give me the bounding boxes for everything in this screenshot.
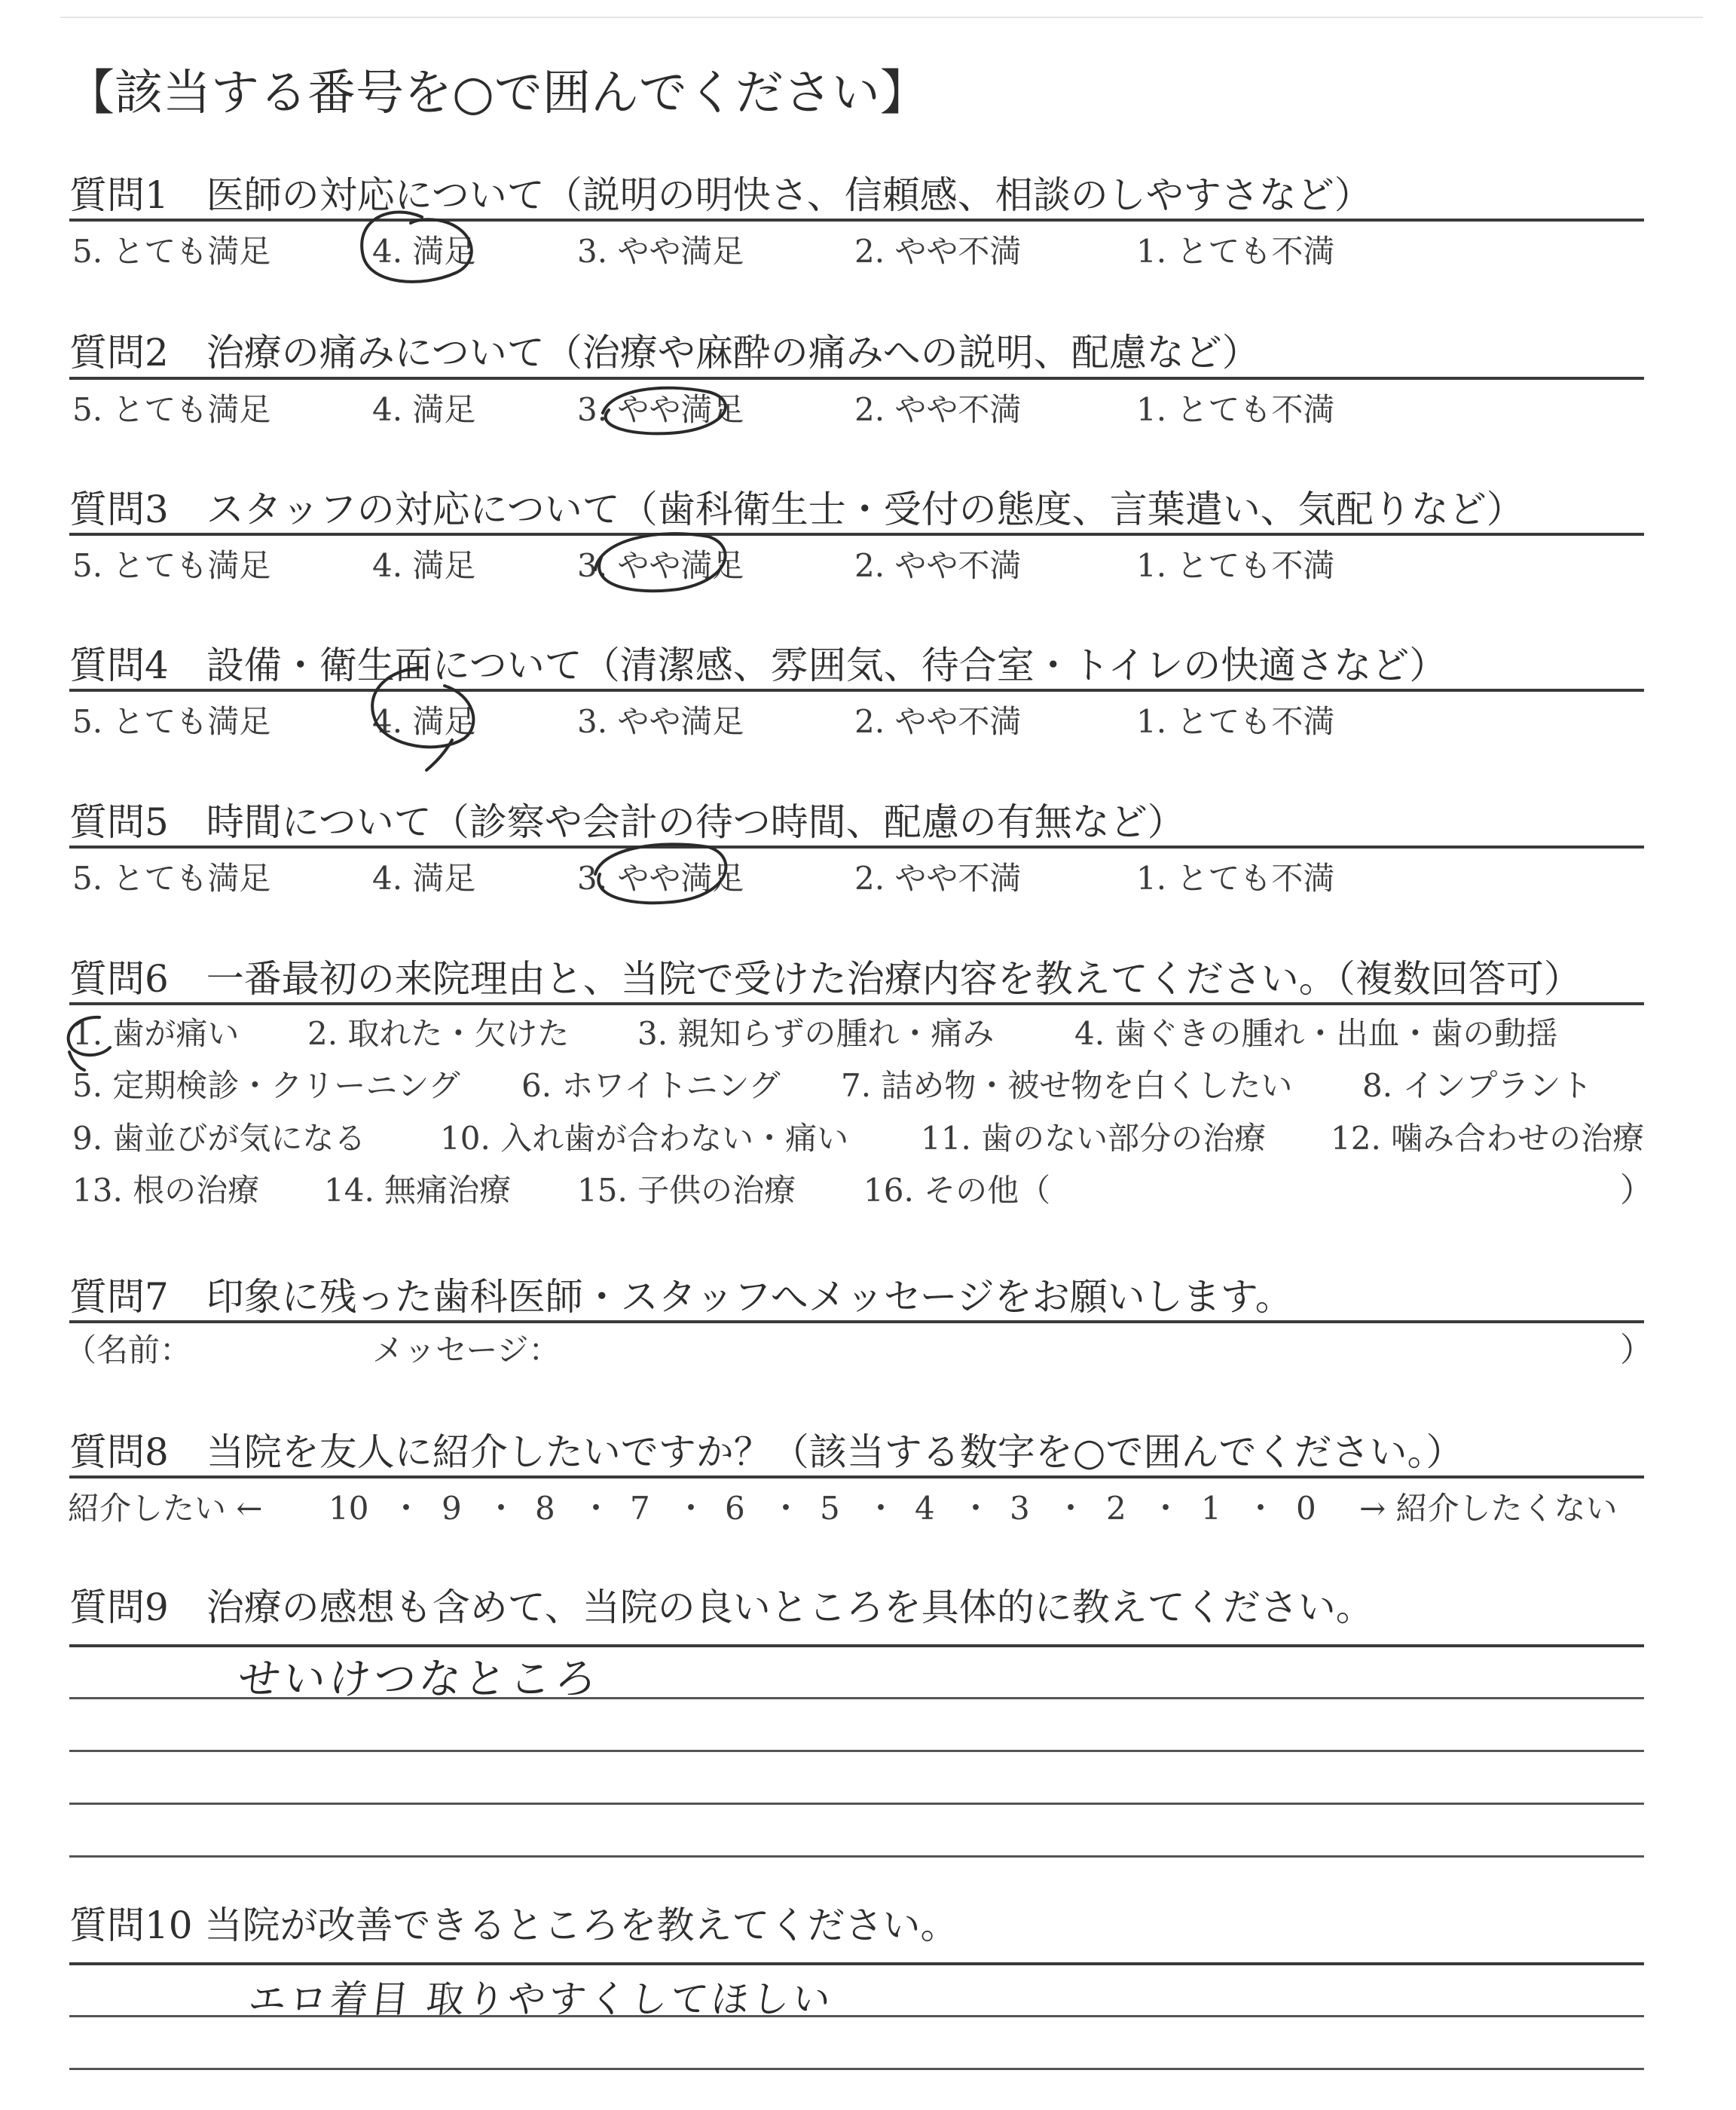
q8-scale-value[interactable]: 7 (630, 1490, 650, 1527)
q8-scale-separator: ・ (960, 1490, 992, 1527)
q1-title: 質問1 医師の対応について（説明の明快さ、信頼感、相談のしやすさなど） (69, 173, 1372, 217)
q4-option-4[interactable]: 4. 満足 (372, 703, 476, 740)
q7-close-paren: ） (1620, 1331, 1653, 1369)
q2-option-5[interactable]: 5. とても満足 (72, 391, 271, 428)
q5-option-4[interactable]: 4. 満足 (372, 860, 476, 897)
q1-rule (69, 219, 1644, 222)
q8-scale-separator: ・ (390, 1490, 423, 1527)
q8-scale-separator: ・ (865, 1490, 897, 1527)
q6-other-close-paren: ） (1620, 1171, 1653, 1209)
q10-line-3 (69, 2068, 1644, 2070)
q6-option-5[interactable]: 5. 定期検診・クリーニング (72, 1067, 460, 1104)
q8-scale-value[interactable]: 8 (535, 1490, 555, 1527)
q9-title: 質問9 治療の感想も含めて、当院の良いところを具体的に教えてください。 (69, 1586, 1374, 1629)
q1-option-5[interactable]: 5. とても満足 (72, 233, 271, 270)
q8-scale-value[interactable]: 6 (725, 1490, 745, 1527)
q6-option-2[interactable]: 2. 取れた・欠けた (307, 1015, 570, 1052)
q10-title: 質問10 当院が改善できるところを教えてください。 (69, 1904, 958, 1947)
q5-option-5[interactable]: 5. とても満足 (72, 860, 271, 897)
q8-scale-value[interactable]: 4 (915, 1490, 935, 1527)
q6-option-16[interactable]: 16. その他（ (863, 1172, 1051, 1209)
q8-rule (69, 1475, 1644, 1479)
q6-option-6[interactable]: 6. ホワイトニング (521, 1067, 781, 1104)
q4-option-1[interactable]: 1. とても不満 (1136, 703, 1335, 740)
q5-option-1[interactable]: 1. とても不満 (1136, 860, 1335, 897)
q9-line-5 (69, 1855, 1644, 1858)
q7-name-label: （名前： (65, 1332, 192, 1368)
q6-option-13[interactable]: 13. 根の治療 (72, 1172, 260, 1209)
q6-option-12[interactable]: 12. 噛み合わせの治療 (1331, 1120, 1645, 1157)
q2-title: 質問2 治療の痛みについて（治療や麻酔の痛みへの説明、配慮など） (69, 331, 1260, 375)
q3-option-5[interactable]: 5. とても満足 (72, 547, 271, 584)
q6-rule (69, 1002, 1644, 1005)
q8-title: 質問8 当院を友人に紹介したいですか？（該当する数字を○で囲んでください。） (69, 1430, 1464, 1474)
q6-option-11[interactable]: 11. 歯のない部分の治療 (921, 1120, 1267, 1157)
q4-option-3[interactable]: 3. やや満足 (577, 703, 744, 740)
q10-line-1 (69, 1962, 1644, 1965)
q3-option-1[interactable]: 1. とても不満 (1136, 547, 1335, 584)
q8-scale-value[interactable]: 9 (442, 1490, 462, 1527)
q9-line-1 (69, 1644, 1644, 1647)
q6-option-7[interactable]: 7. 詰め物・被せ物を白くしたい (841, 1067, 1293, 1104)
q1-option-2[interactable]: 2. やや不満 (854, 233, 1022, 270)
q1-option-4[interactable]: 4. 満足 (372, 233, 476, 270)
top-border (60, 17, 1703, 18)
q9-line-4 (69, 1803, 1644, 1805)
q8-scale-separator: ・ (675, 1490, 708, 1527)
q4-option-2[interactable]: 2. やや不満 (854, 703, 1022, 740)
q2-option-2[interactable]: 2. やや不満 (854, 391, 1022, 428)
q4-option-5[interactable]: 5. とても満足 (72, 703, 271, 740)
q1-option-1[interactable]: 1. とても不満 (1136, 233, 1335, 270)
q6-option-15[interactable]: 15. 子供の治療 (577, 1172, 796, 1209)
q8-scale-value[interactable]: 3 (1010, 1490, 1030, 1527)
q8-scale-separator: ・ (770, 1490, 802, 1527)
q8-scale-value[interactable]: 2 (1106, 1490, 1126, 1527)
q6-option-4[interactable]: 4. 歯ぐきの腫れ・出血・歯の動揺 (1074, 1015, 1558, 1052)
q3-option-2[interactable]: 2. やや不満 (854, 547, 1022, 584)
q8-scale-separator: ・ (485, 1490, 518, 1527)
q5-option-2[interactable]: 2. やや不満 (854, 860, 1022, 897)
q4-rule (69, 689, 1644, 692)
q10-handwritten-answer[interactable]: エロ着目 取りやすくしてほしい (246, 1977, 836, 2021)
q8-scale-value[interactable]: 10 (329, 1490, 369, 1527)
q8-scale-separator: ・ (1055, 1490, 1087, 1527)
q8-scale-separator: ・ (1150, 1490, 1182, 1527)
q8-scale-separator: ・ (1245, 1490, 1277, 1527)
form-heading: 【該当する番号を○で囲んでください】 (66, 66, 928, 121)
q2-option-3[interactable]: 3. やや満足 (577, 391, 744, 428)
q8-scale-value[interactable]: 1 (1201, 1490, 1221, 1527)
q6-option-8[interactable]: 8. インプラント (1362, 1067, 1593, 1104)
q3-option-3[interactable]: 3. やや満足 (577, 547, 744, 584)
q3-title: 質問3 スタッフの対応について（歯科衛生士・受付の態度、言葉遣い、気配りなど） (69, 488, 1524, 531)
q8-scale-value[interactable]: 0 (1296, 1490, 1316, 1527)
q6-option-1[interactable]: 1. 歯が痛い (72, 1015, 240, 1052)
q2-option-4[interactable]: 4. 満足 (372, 391, 476, 428)
q3-option-4[interactable]: 4. 満足 (372, 547, 476, 584)
q1-option-3[interactable]: 3. やや満足 (577, 233, 744, 270)
q9-handwritten-answer[interactable]: せいけつなところ (235, 1655, 603, 1704)
q7-title: 質問7 印象に残った歯科医師・スタッフへメッセージをお願いします。 (69, 1275, 1293, 1319)
q3-rule (69, 533, 1644, 536)
q8-scale-value[interactable]: 5 (820, 1490, 840, 1527)
q6-option-14[interactable]: 14. 無痛治療 (324, 1172, 512, 1209)
q6-title: 質問6 一番最初の来院理由と、当院で受けた治療内容を教えてください。（複数回答可） (69, 957, 1582, 1001)
q6-option-10[interactable]: 10. 入れ歯が合わない・痛い (440, 1120, 849, 1157)
q8-left-label: 紹介したい ← (68, 1490, 263, 1527)
q7-message-label: メッセージ： (372, 1332, 561, 1368)
q5-rule (69, 846, 1644, 849)
q7-rule (69, 1320, 1644, 1323)
q6-option-9[interactable]: 9. 歯並びが気になる (72, 1120, 366, 1157)
q5-option-3[interactable]: 3. やや満足 (577, 860, 744, 897)
q9-line-3 (69, 1750, 1644, 1752)
q6-option-3[interactable]: 3. 親知らずの腫れ・痛み (637, 1015, 995, 1052)
q2-rule (69, 377, 1644, 380)
q5-title: 質問5 時間について（診察や会計の待つ時間、配慮の有無など） (69, 800, 1185, 844)
q2-option-1[interactable]: 1. とても不満 (1136, 391, 1335, 428)
q8-right-label: → 紹介したくない (1359, 1490, 1618, 1527)
q8-scale-separator: ・ (580, 1490, 613, 1527)
q4-title: 質問4 設備・衛生面について（清潔感、雰囲気、待合室・トイレの快適さなど） (69, 644, 1447, 687)
